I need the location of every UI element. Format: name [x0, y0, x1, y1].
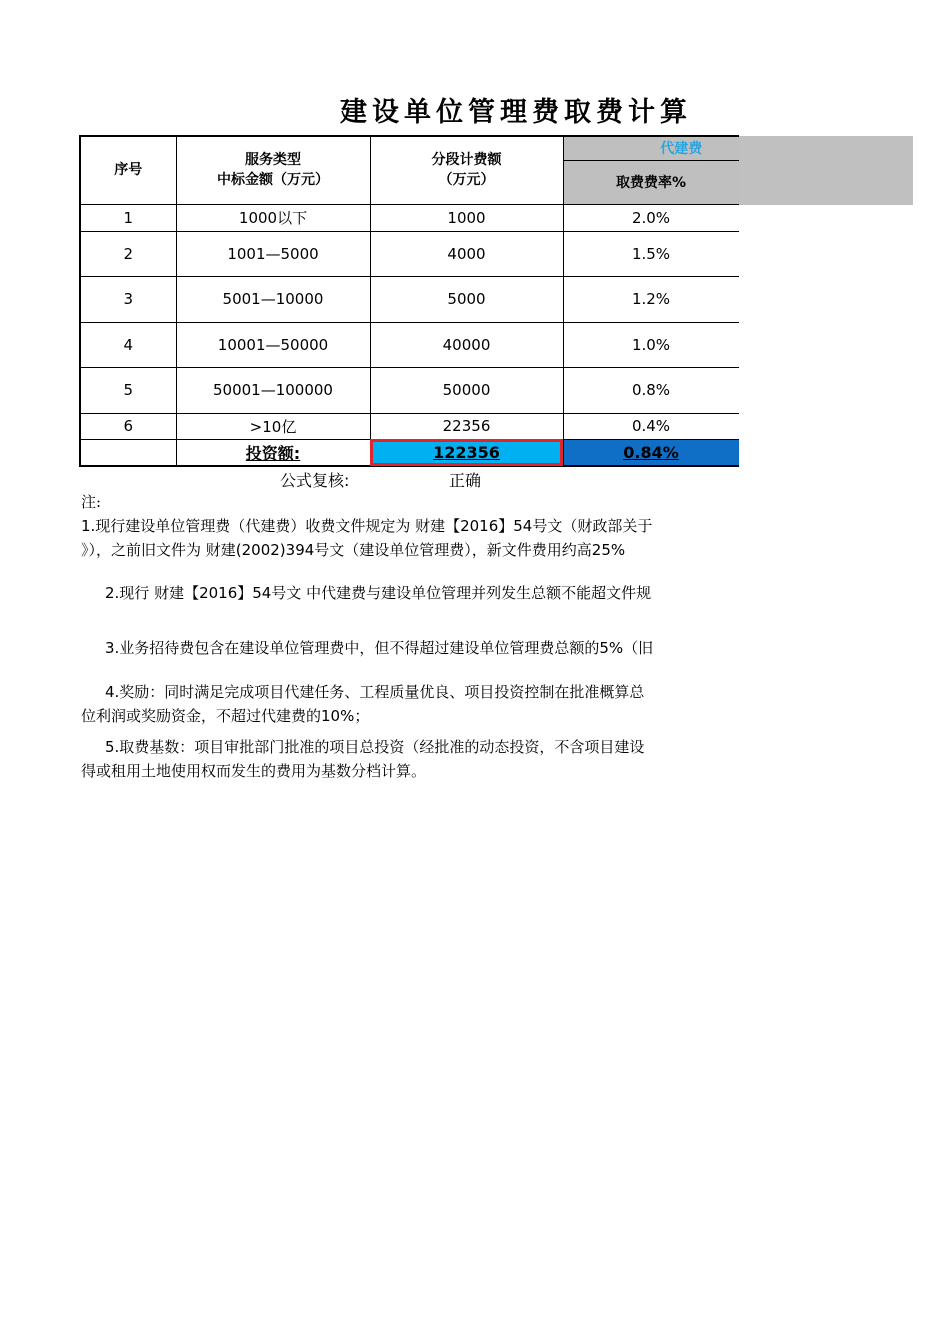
cell-amount[interactable]: 5000 — [370, 276, 563, 322]
note-item-1 — [81, 514, 652, 562]
cell-seq[interactable]: 2 — [80, 231, 176, 276]
header-service-type-line2: 中标金额（万元） — [217, 172, 329, 189]
page-title: 建设单位管理费取费计算 — [340, 97, 692, 128]
note-item-4 — [81, 680, 644, 728]
table-row — [80, 413, 739, 439]
cell-rate[interactable]: 0.4% — [563, 413, 739, 439]
cell-range[interactable]: 50001—100000 — [176, 367, 370, 413]
cell-rate[interactable]: 1.5% — [563, 231, 739, 276]
note-line: 5.取费基数：项目审批部门批准的项目总投资（经批准的动态投资，不含项目建设 — [105, 738, 645, 756]
note-item-2 — [81, 581, 651, 605]
cell-range[interactable]: 1001—5000 — [176, 231, 370, 276]
note-line: 得或租用土地使用权而发生的费用为基数分档计算。 — [81, 762, 427, 780]
note-line: 1.现行建设单位管理费（代建费）收费文件规定为 财建【2016】54号文（财政部关于 — [81, 517, 653, 535]
table-row — [80, 322, 739, 367]
header-seq: 序号 — [80, 136, 176, 204]
table-row — [80, 276, 739, 322]
total-row — [80, 439, 739, 466]
note-item-3 — [81, 636, 653, 660]
cell-seq[interactable]: 4 — [80, 322, 176, 367]
total-label[interactable]: 投资额: — [176, 439, 370, 466]
cell-amount[interactable]: 4000 — [370, 231, 563, 276]
cell-rate[interactable]: 2.0% — [563, 204, 739, 231]
header-service-type — [176, 136, 370, 204]
cell-rate[interactable]: 0.8% — [563, 367, 739, 413]
note-line: 3.业务招待费包含在建设单位管理费中，但不得超过建设单位管理费总额的5%（旧 — [105, 639, 654, 657]
cell-amount[interactable]: 50000 — [370, 367, 563, 413]
cell-seq[interactable]: 3 — [80, 276, 176, 322]
fee-table-wrap — [79, 135, 739, 468]
note-line: 》），之前旧文件为 财建(2002)394号文（建设单位管理费），新文件费用约高25% — [81, 541, 626, 559]
cell-amount[interactable]: 1000 — [370, 204, 563, 231]
note-item-5 — [81, 735, 644, 783]
cell-range[interactable]: >10亿 — [176, 413, 370, 439]
note-line: 位利润或奖励资金，不超过代建费的10%； — [81, 707, 370, 725]
cell-seq[interactable]: 6 — [80, 413, 176, 439]
note-line: 4.奖励：同时满足完成项目代建任务、工程质量优良、项目投资控制在批准概算总 — [105, 683, 645, 701]
cell-amount[interactable]: 40000 — [370, 322, 563, 367]
cell-range[interactable]: 10001—50000 — [176, 322, 370, 367]
fee-table — [79, 135, 739, 467]
header-segment-fee-line1: 分段计费额 — [431, 152, 502, 169]
header-segment-fee — [370, 136, 563, 204]
cell-amount[interactable]: 22356 — [370, 413, 563, 439]
notes-heading: 注: — [81, 493, 102, 511]
total-rate-cell[interactable]: 0.84% — [563, 439, 739, 466]
notes-section — [81, 490, 738, 790]
cell-range[interactable]: 1000以下 — [176, 204, 370, 231]
header-service-type-line1: 服务类型 — [245, 152, 301, 169]
table-row — [80, 231, 739, 276]
header-segment-fee-line2: （万元） — [438, 172, 495, 189]
total-amount-cell[interactable]: 122356 — [370, 439, 563, 466]
cell-seq[interactable]: 1 — [80, 204, 176, 231]
cell-total-blank[interactable] — [80, 439, 176, 466]
cell-range[interactable]: 5001—10000 — [176, 276, 370, 322]
cell-rate[interactable]: 1.2% — [563, 276, 739, 322]
cell-rate[interactable]: 1.0% — [563, 322, 739, 367]
table-row — [80, 367, 739, 413]
formula-check-value[interactable]: 正确 — [449, 471, 482, 490]
header-rate: 取费费率% — [563, 160, 739, 204]
note-line: 2.现行 财建【2016】54号文 中代建费与建设单位管理并列发生总额不能超文件规 — [105, 584, 652, 602]
formula-check-label: 公式复核: — [280, 471, 350, 490]
table-row — [80, 204, 739, 231]
cell-seq[interactable]: 5 — [80, 367, 176, 413]
header-group-agency-fee: 代建费 — [563, 136, 739, 160]
header-band-overflow — [738, 136, 913, 205]
